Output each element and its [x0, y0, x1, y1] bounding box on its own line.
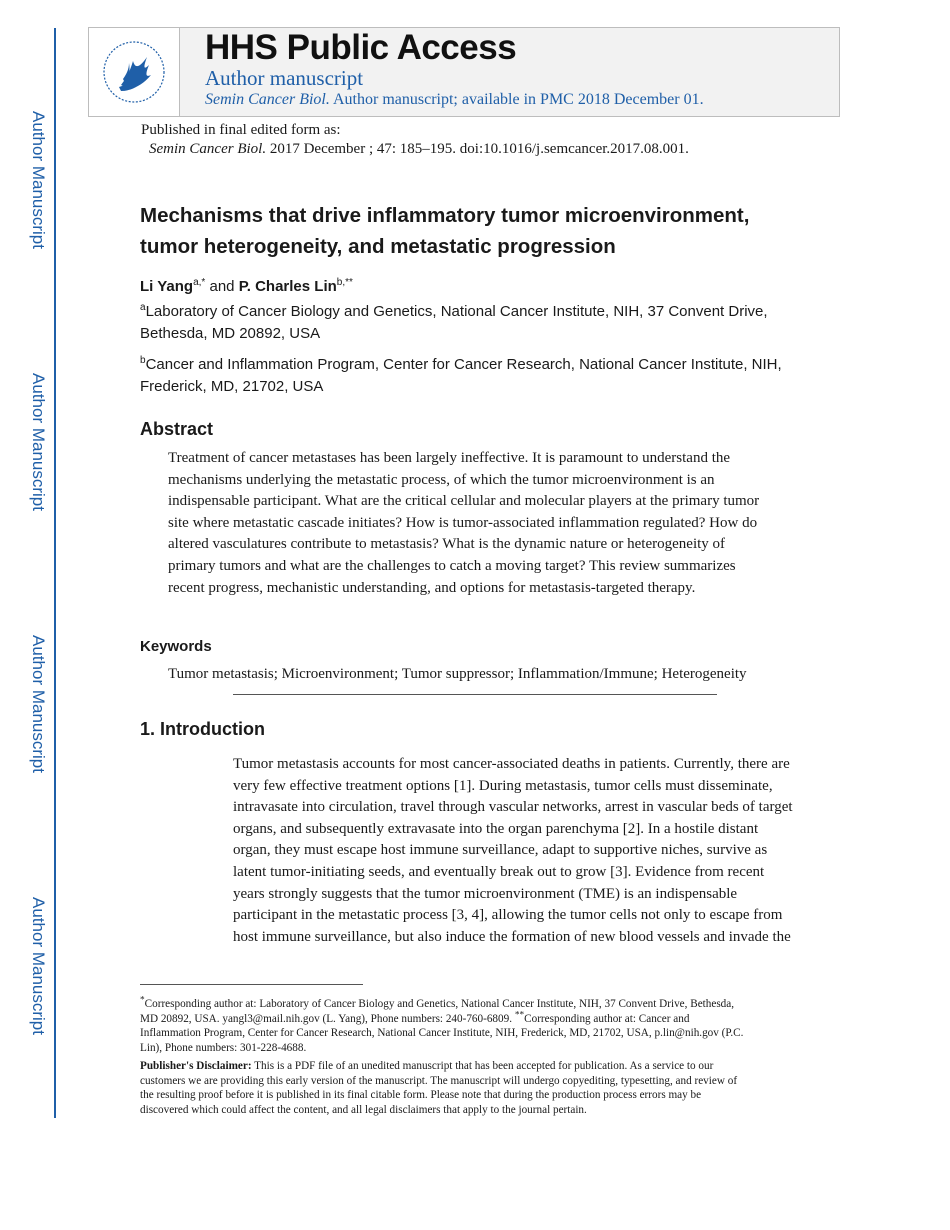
abstract-body: Treatment of cancer metastases has been largely ineffective. It is paramount to understand the mechanisms underlying the metastatic process, of which the tumor microenvironment is an indispensable participant. What are the critical cellular and molecular players at the primary tumor site where metastatic cascade initiates? How is tumor-associated inflammation regulated? How do altered vasculatures contribute to metastasis? What is the dynamic nature or heterogeneity of primary tumors and what are the challenges to catch a moving target? This review summarizes recent progress, mechanistic understanding, and options for metastasis-targeted therapy.: [168, 450, 760, 596]
article-title: Mechanisms that drive inflammatory tumor microenvironment, tumor heterogeneity, and metastatic progression: [140, 204, 750, 258]
keywords-heading: Keywords: [140, 638, 212, 655]
publisher-disclaimer: Publisher's Disclaimer: This is a PDF file of an unedited manuscript that has been accepted for publication. As a service to our customers we are providing this early version of the manuscript. The manuscript will undergo copyediting, typesetting, and review of the resulting proof before it is published in its final citable form. Please note that during the production process errors may be discovered which could affect the content, and all legal disclaimers that apply to the journal pertain.: [140, 1060, 738, 1116]
citation: Semin Cancer Biol. 2017 December ; 47: 185–195. doi:10.1016/j.semcancer.2017.08.001.: [149, 141, 689, 157]
header-subtitle: Author manuscript: [205, 66, 364, 90]
authors: Li Yang$^{a,*}$ and P. Charles Lin$^{b,**}$: [140, 277, 353, 295]
hhs-logo: [89, 28, 180, 116]
section-divider: [233, 694, 717, 695]
abstract-heading: Abstract: [140, 419, 214, 439]
introduction-body: Tumor metastasis accounts for most cancer-associated deaths in patients. Currently, there are very few effective treatment options [1]. During metastasis, tumor cells must disseminate, intravasate into circulation, travel through vascular networks, arrest in vascular beds of target organs, and subsequently extravasate into the organ parenchyma [2]. In a hostile distant organ, they must escape host immune surveillance, adapt to supportive niches, survive as latent tumor-initiating seeds, and eventually break out to grow [3]. Evidence from recent years strongly suggests that the tumor microenvironment (TME) is an indispensable participant in the metastatic process [3, 4], allowing the tumor cells not only to escape from host immune surveillance, but also induce the formation of new blood vessels and invade the: [233, 756, 793, 945]
author-name: P. Charles Lin: [238, 278, 337, 295]
sidebar-rule: [54, 28, 56, 1118]
hhs-eagle-icon: [99, 35, 169, 109]
corresponding-footnote: *Corresponding author at: Laboratory of Cancer Biology and Genetics, National Cancer Institute, NIH, 37 Convent Drive, Bethesda, MD 20892, USA. yangl3@mail.nih.gov (L. Yang), Phone numbers: 240-760-6809. **Corresponding author at: Cancer and Inflammation Program, Center for Cancer Research, National Cancer Institute, NIH, Frederick, MD, 21702, USA, p.lin@nih.gov (P.C. Lin), Phone numbers: 301-228-4688.: [140, 995, 744, 1054]
header-title: HHS Public Access: [205, 28, 517, 67]
keywords-text: Tumor metastasis; Microenvironment; Tumor suppressor; Inflammation/Immune; Heterogeneity: [168, 666, 747, 682]
affiliation-a: $^a$Laboratory of Cancer Biology and Genetics, National Cancer Institute, NIH, 37 Convent Drive, Bethesda, MD 20892, USA: [140, 302, 768, 342]
published-label: Published in final edited form as:: [141, 122, 341, 138]
footnote-rule: [140, 984, 363, 985]
hhs-header: [88, 27, 840, 117]
author-name: Li Yang: [140, 278, 194, 295]
introduction-heading: 1. Introduction: [140, 719, 265, 739]
header-availability: Semin Cancer Biol. Author manuscript; available in PMC 2018 December 01.: [205, 91, 704, 108]
affiliation-b: $^b$Cancer and Inflammation Program, Center for Cancer Research, National Cancer Institute, NIH, Frederick, MD, 21702, USA: [140, 355, 782, 395]
